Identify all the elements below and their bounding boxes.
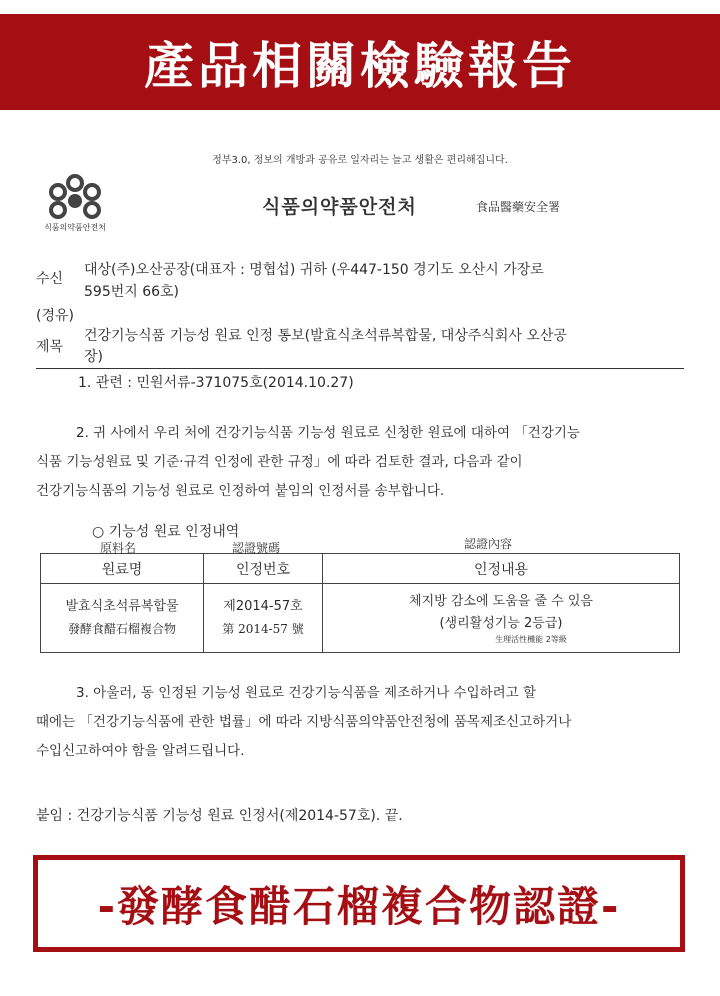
item-2-line-3: 건강기능식품의 기능성 원료로 인정하여 붙임의 인정서를 송부합니다.	[36, 483, 445, 499]
item-2-line-1: 2. 귀 사에서 우리 처에 건강기능식품 기능성 원료로 신청한 원료에 대하여 「건강기능	[76, 425, 580, 441]
top-banner	[0, 14, 720, 110]
government-slogan: 정부3.0, 정보의 개방과 공유로 일자리는 늘고 생활은 편리해집니다.	[212, 155, 508, 166]
number-korean: 제2014-57호	[223, 599, 303, 614]
handwritten-content: 認證內容	[464, 537, 513, 551]
content-line-1: 체지방 감소에 도움을 줄 수 있음	[409, 594, 593, 609]
recipient-label: 수신	[36, 271, 64, 287]
material-chinese: 發酵食醋石榴複合物	[67, 622, 176, 636]
banner-title: 產品相關檢驗報告	[144, 37, 576, 95]
cell-content	[323, 584, 680, 653]
recipient-line-1: 대상(주)오산공장(대표자 : 명협섭) 귀하 (우447-150 경기도 오산시 가장로	[84, 262, 544, 278]
via-label: (경유)	[36, 308, 74, 324]
header-divider	[36, 368, 684, 369]
handwritten-number: 認證號碼	[232, 541, 281, 555]
header-number: 인정번호	[204, 554, 323, 584]
recipient-line-2: 595번지 66호)	[84, 284, 180, 300]
material-korean: 발효식초석류복합물	[65, 599, 179, 614]
logo-caption: 식품의약품안전처	[44, 223, 106, 232]
subject-line-2: 장)	[84, 349, 103, 365]
section-title: ○ 기능성 원료 인정내역	[92, 524, 240, 540]
item-3-paragraph	[36, 679, 682, 766]
cell-number	[204, 584, 323, 653]
item-1-reference: 1. 관련 : 민원서류-371075호(2014.10.27)	[78, 375, 354, 391]
certification-table	[40, 553, 680, 653]
header-content: 인정내용	[323, 554, 680, 584]
content-line-2: (생리활성기능 2등급)	[439, 616, 563, 631]
content-chinese: 生理活性機能 2等級	[495, 635, 567, 644]
item-3-line-1: 3. 아울러, 동 인정된 기능성 원료로 건강기능식품을 제조하거나 수입하려고 할	[76, 685, 537, 701]
cell-material	[41, 584, 204, 653]
header-material: 원료명	[41, 554, 204, 584]
number-chinese: 第 2014-57 號	[222, 622, 304, 636]
item-3-line-3: 수입신고하여야 함을 알려드립니다.	[36, 743, 245, 759]
item-2-paragraph	[36, 419, 682, 506]
agency-name-chinese: 食品醫藥安全署	[476, 200, 561, 214]
agency-name-korean: 식품의약품안전처	[262, 196, 417, 218]
handwritten-material: 原料名	[100, 541, 137, 555]
item-3-line-2: 때에는 「건강기능식품에 관한 법률」에 따라 지방식품의약품안전청에 품목제조신고하거나	[36, 714, 572, 730]
table-header-row	[41, 554, 680, 584]
footer-title: -發酵食醋石榴複合物認證-	[97, 881, 621, 931]
attachment-note: 붙임 : 건강기능식품 기능성 원료 인정서(제2014-57호). 끝.	[36, 808, 403, 824]
table-row	[41, 584, 680, 653]
subject-line-1: 건강기능식품 기능성 원료 인정 통보(발효식초석류복합물, 대상주식회사 오산공	[84, 328, 567, 344]
subject-label: 제목	[36, 339, 64, 355]
item-2-line-2: 식품 기능성원료 및 기준·규격 인정에 관한 규정」에 따라 검토한 결과, 다음과 같이	[36, 454, 523, 470]
footer-banner	[33, 855, 685, 952]
